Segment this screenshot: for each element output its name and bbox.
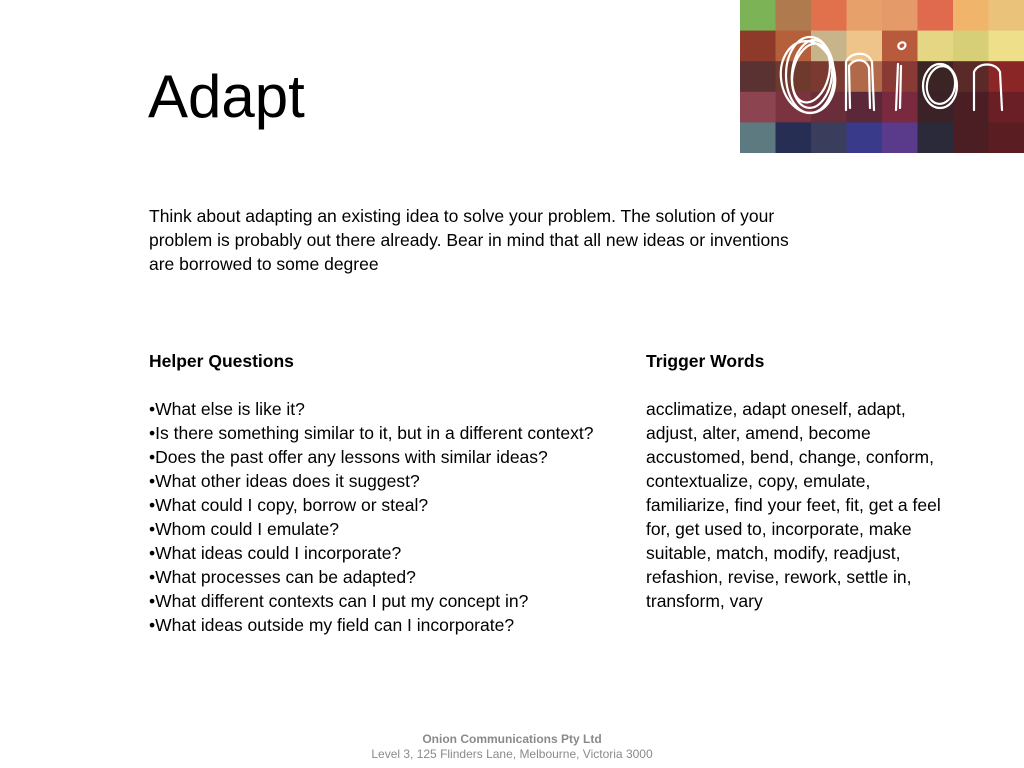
logo-tile — [811, 0, 847, 31]
logo-tile — [989, 31, 1024, 62]
logo-tile — [882, 31, 918, 62]
list-item: •What different contexts can I put my concept in? — [149, 591, 529, 611]
logo-tile — [847, 92, 883, 123]
logo-tile — [953, 92, 989, 123]
logo-tile — [989, 92, 1024, 123]
logo-tile — [953, 61, 989, 92]
footer — [0, 732, 1024, 762]
onion-logo-mosaic-icon — [740, 0, 1024, 153]
helper-questions-list — [149, 397, 619, 637]
logo-tile — [918, 122, 954, 153]
list-item: •What could I copy, borrow or steal? — [149, 495, 429, 515]
footer-address: Level 3, 125 Flinders Lane, Melbourne, Victoria 3000 — [371, 747, 653, 761]
footer-company: Onion Communications Pty Ltd — [422, 732, 602, 746]
logo-tile — [740, 31, 776, 62]
logo-tile — [740, 122, 776, 153]
trigger-words-text: acclimatize, adapt oneself, adapt, adjust, alter, amend, become accustomed, bend, change, conform, contextualize, copy, emulate, familiarize, find your feet, fit, get a feel for, get used to, incorporate, make suitable, match, modify, readjust, refashion, revise, rework, settle in, transform, vary — [646, 399, 941, 611]
list-item: •What processes can be adapted? — [149, 567, 416, 587]
logo-tile — [953, 0, 989, 31]
trigger-words-heading: Trigger Words — [646, 351, 765, 371]
list-item: •Whom could I emulate? — [149, 519, 339, 539]
list-item: •What ideas outside my field can I incorporate? — [149, 615, 515, 635]
logo-tile — [953, 122, 989, 153]
logo-tile — [918, 0, 954, 31]
list-item: •What other ideas does it suggest? — [149, 471, 420, 491]
logo-tile — [740, 61, 776, 92]
logo-tile — [989, 122, 1024, 153]
intro-paragraph: Think about adapting an existing idea to solve your problem. The solution of your problem is probably out there already. Bear in mind that all new ideas or inventions are borrowed to some degree — [149, 206, 789, 274]
list-item: •What else is like it? — [149, 399, 305, 419]
list-item: •Does the past offer any lessons with similar ideas? — [149, 447, 548, 467]
logo-tile — [989, 0, 1024, 31]
helper-questions-section — [149, 349, 619, 637]
logo-tile — [847, 122, 883, 153]
logo-tile — [918, 31, 954, 62]
onion-logo — [740, 0, 1024, 153]
logo-tile — [740, 92, 776, 123]
logo-tile — [847, 0, 883, 31]
logo-tile — [740, 0, 776, 31]
trigger-words-section — [646, 349, 946, 613]
helper-questions-heading: Helper Questions — [149, 351, 294, 371]
logo-tile — [953, 31, 989, 62]
logo-tile — [811, 122, 847, 153]
logo-tile — [847, 61, 883, 92]
logo-tile — [776, 0, 812, 31]
logo-tile — [776, 122, 812, 153]
list-item: •Is there something similar to it, but in a different context? — [149, 423, 594, 443]
logo-tile — [882, 122, 918, 153]
logo-tile — [882, 0, 918, 31]
list-item: •What ideas could I incorporate? — [149, 543, 402, 563]
slide-title: Adapt — [148, 63, 305, 130]
logo-tile — [847, 31, 883, 62]
